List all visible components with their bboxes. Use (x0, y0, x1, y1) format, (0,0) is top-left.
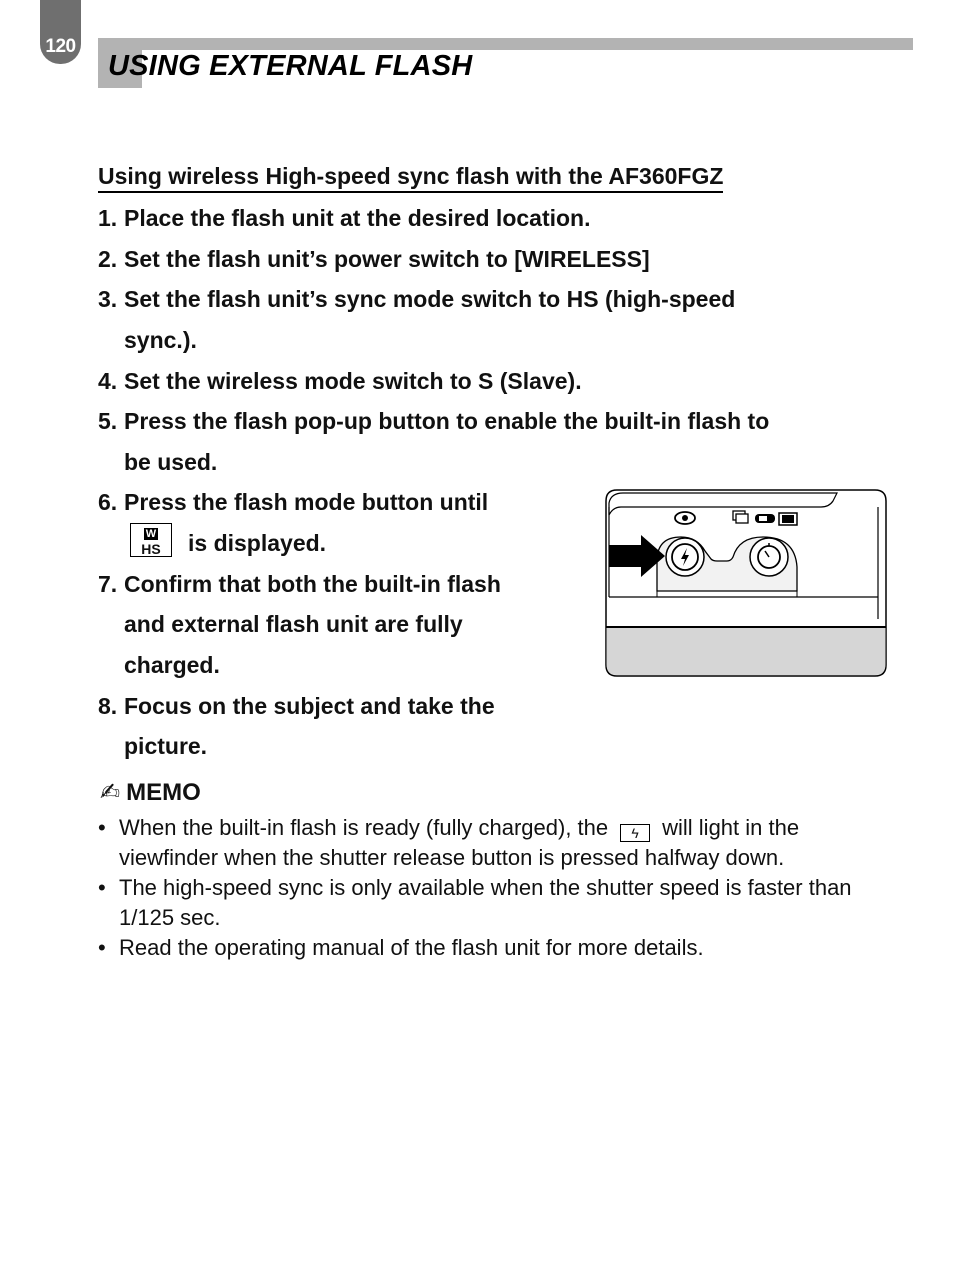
step-8: 8. Focus on the subject and take the (98, 693, 495, 719)
wireless-hs-mode-icon: W HS (130, 523, 172, 557)
step-5: 5. Press the flash pop-up button to enable the built-in flash to (98, 408, 770, 434)
step-2: 2. Set the flash unit’s power switch to [WIRELESS] (98, 246, 650, 272)
page-number-tab (40, 0, 81, 64)
memo-heading: ✍ MEMO (100, 779, 201, 806)
step-5-cont: be used. (124, 449, 218, 475)
step-1: 1. Place the flash unit at the desired location. (98, 205, 591, 231)
self-timer-button (750, 538, 788, 576)
flash-mode-button (666, 538, 704, 576)
pen-icon: ✍ (100, 779, 121, 806)
page-number: 120 (45, 36, 76, 57)
memo-bullet-3: • Read the operating manual of the flash unit for more details. (98, 935, 704, 960)
step-7-cont-1: and external flash unit are fully (124, 611, 463, 637)
memo-bullet-1: • When the built-in flash is ready (fully charged), the ϟ will light in the viewfinder when the shutter release button is pressed halfway down. (98, 815, 800, 870)
step-7: 7. Confirm that both the built-in flash (98, 571, 501, 597)
step-7-cont-2: charged. (124, 652, 220, 678)
step-4: 4. Set the wireless mode switch to S (Slave). (98, 368, 582, 394)
section-heading: Using wireless High-speed sync flash with the AF360FGZ (98, 163, 723, 193)
camera-flash-button-illustration (605, 489, 889, 679)
step-3: 3. Set the flash unit’s sync mode switch to HS (high-speed (98, 286, 736, 312)
step-6-cont: is displayed. (188, 530, 327, 556)
page-title: USING EXTERNAL FLASH (108, 50, 473, 82)
step-3-cont: sync.). (124, 327, 197, 353)
memo-bullet-2: • The high-speed sync is only available when the shutter speed is faster than 1/125 sec. (98, 875, 852, 930)
step-6: 6. Press the flash mode button until (98, 489, 489, 515)
step-8-cont: picture. (124, 733, 208, 759)
flash-bolt-icon: ϟ (620, 824, 650, 842)
header-rule (98, 38, 913, 50)
